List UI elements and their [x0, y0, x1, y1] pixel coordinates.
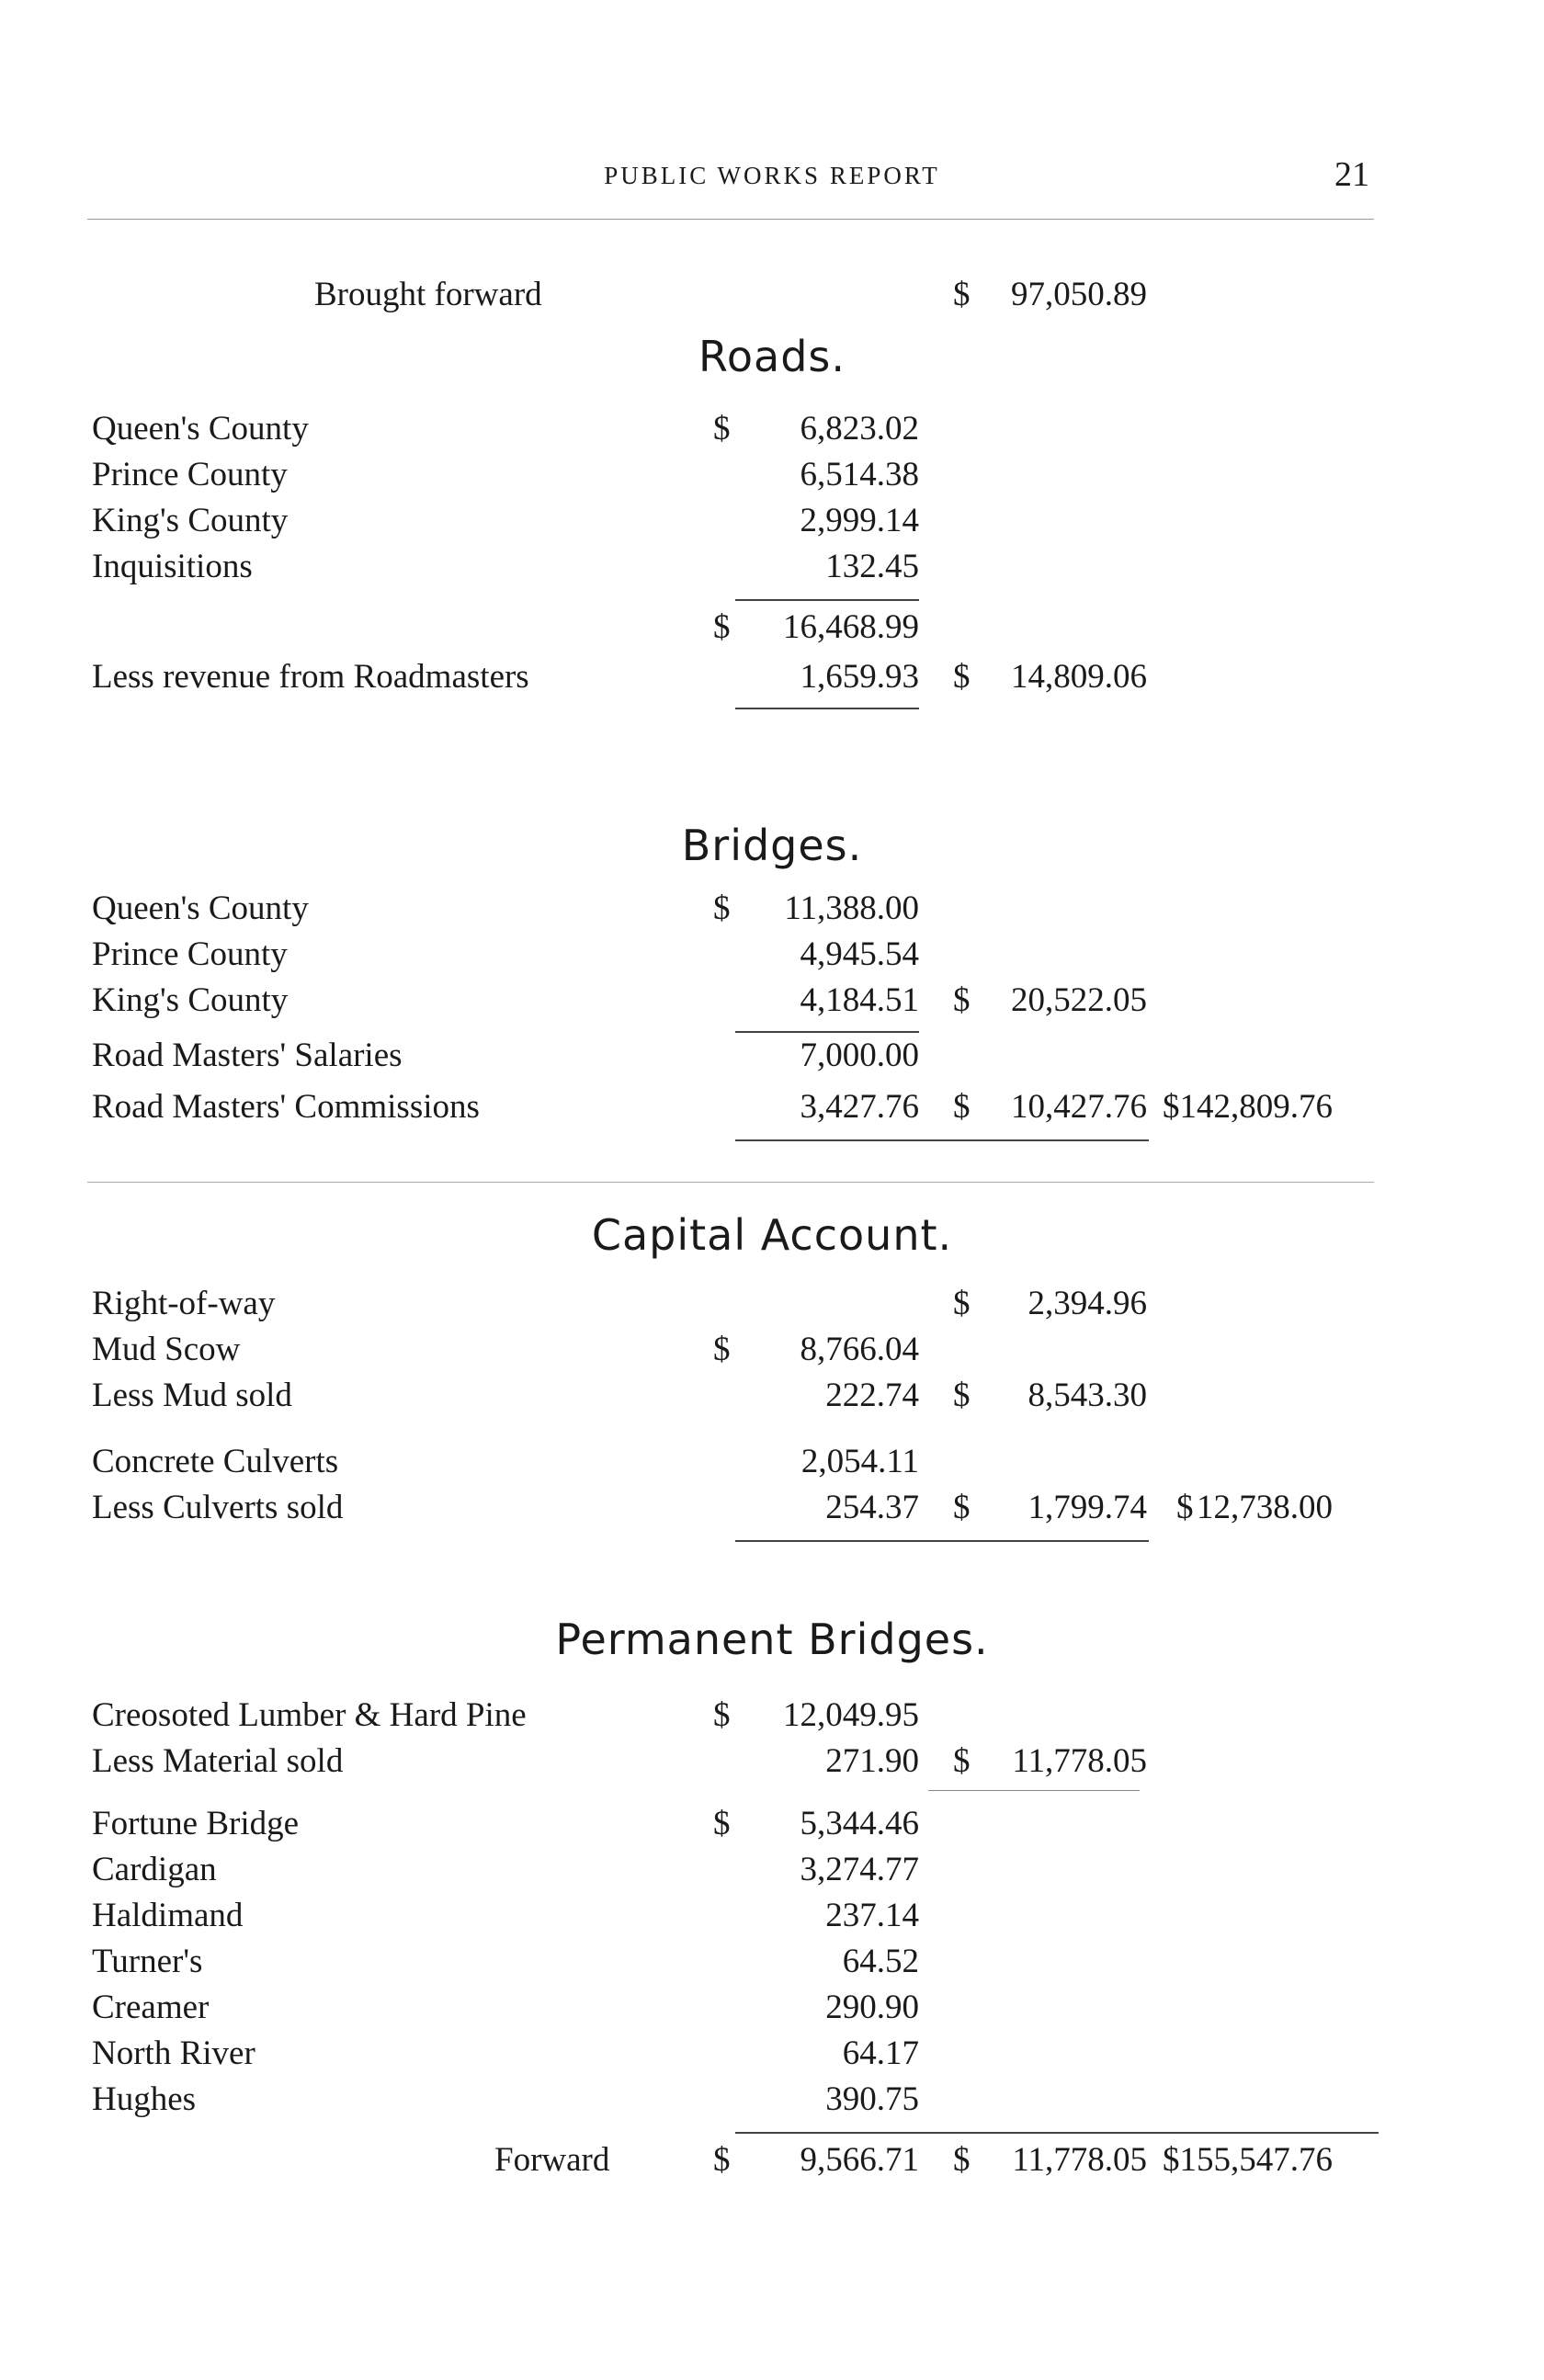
brought-forward-label: Brought forward [314, 276, 542, 313]
capital-row [0, 1485, 1544, 1531]
sum-rule [735, 1540, 1149, 1542]
capital-row [0, 1373, 1544, 1419]
bridges-row [0, 932, 1544, 978]
currency-sign: $ [713, 608, 731, 646]
roads-row [0, 498, 1544, 544]
row-amount: 12,049.95 [783, 1696, 919, 1734]
currency-sign: $ [713, 2141, 731, 2179]
sum-rule [735, 599, 919, 601]
brought-forward-row [0, 272, 1544, 318]
roads-row [0, 406, 1544, 452]
bridge-item-row [0, 2031, 1544, 2077]
currency-sign: $ [953, 1285, 971, 1322]
roads-row [0, 544, 1544, 590]
row-amount: 4,945.54 [800, 935, 919, 973]
roads-heading: Roads. [698, 332, 846, 381]
currency-sign: $ [953, 981, 971, 1019]
sum-rule [735, 2132, 1379, 2134]
row-amount: 3,427.76 [800, 1088, 919, 1126]
section-divider [87, 1182, 1374, 1183]
roads-net-total: 14,809.06 [1011, 658, 1147, 696]
capital-row [0, 1439, 1544, 1485]
sum-rule [735, 708, 919, 709]
row-amount: 254.37 [825, 1489, 919, 1526]
row-label: Queen's County [92, 410, 309, 448]
sum-rule [735, 1139, 1149, 1141]
row-label: Less Culverts sold [92, 1489, 344, 1526]
bridge-item-row [0, 2077, 1544, 2123]
currency-sign: $ [953, 2141, 971, 2179]
roads-subtotal: 16,468.99 [783, 608, 919, 646]
currency-sign: $ [953, 1489, 971, 1526]
row-label: Right-of-way [92, 1285, 276, 1322]
running-title: PUBLIC WORKS REPORT [604, 162, 940, 189]
row-amount: 237.14 [825, 1897, 919, 1934]
forward-amount: 9,566.71 [800, 2141, 919, 2179]
bridges-row [0, 978, 1544, 1024]
bridge-item-row [0, 1939, 1544, 1985]
row-label: Mud Scow [92, 1331, 241, 1368]
row-label: Turner's [92, 1943, 203, 1980]
roads-less-row [0, 654, 1544, 700]
page-header [0, 154, 1544, 200]
row-label: Road Masters' Commissions [92, 1088, 480, 1126]
capital-total: 12,738.00 [1197, 1489, 1333, 1526]
permanent-row [0, 1739, 1544, 1785]
row-label: North River [92, 2034, 255, 2072]
row-amount: 2,394.96 [1027, 1285, 1147, 1322]
row-label: Cardigan [92, 1851, 217, 1888]
currency-sign: $ [953, 1742, 971, 1780]
forward-grand-total: $155,547.76 [1163, 2141, 1333, 2179]
currency-sign: $ [713, 890, 731, 927]
row-label: Less revenue from Roadmasters [92, 658, 529, 696]
row-amount: 290.90 [825, 1989, 919, 2026]
row-amount: 11,388.00 [784, 890, 919, 927]
row-amount: 64.52 [842, 1943, 919, 1980]
bridge-item-row [0, 1893, 1544, 1939]
row-label: Prince County [92, 456, 288, 493]
row-amount: 222.74 [825, 1377, 919, 1414]
row-label: Creosoted Lumber & Hard Pine [92, 1696, 527, 1734]
capital-heading: Capital Account. [591, 1210, 953, 1260]
bridge-item-row [0, 1801, 1544, 1847]
row-amount: 64.17 [842, 2034, 919, 2072]
bridges-row [0, 886, 1544, 932]
row-amount: 5,344.46 [800, 1805, 919, 1842]
forward-label: Forward [494, 2141, 610, 2179]
row-amount: 7,000.00 [800, 1037, 919, 1074]
row-label: Less Material sold [92, 1742, 344, 1780]
bridges-heading: Bridges. [681, 821, 863, 870]
forward-row [0, 2137, 1544, 2183]
currency-sign: $ [953, 1377, 971, 1414]
capital-row [0, 1327, 1544, 1373]
row-label: Less Mud sold [92, 1377, 292, 1414]
page-number: 21 [1334, 155, 1369, 194]
sum-rule [928, 1790, 1140, 1791]
row-label: King's County [92, 981, 289, 1019]
row-amount: 2,999.14 [800, 502, 919, 539]
roads-subtotal-row [0, 605, 1544, 651]
currency-sign: $ [713, 1805, 731, 1842]
currency-sign: $ [953, 276, 971, 313]
row-amount: 271.90 [825, 1742, 919, 1780]
row-label: Haldimand [92, 1897, 244, 1934]
row-amount: 1,659.93 [800, 658, 919, 696]
brought-forward-amount: 97,050.89 [1011, 276, 1147, 313]
roads-row [0, 452, 1544, 498]
row-amount: 132.45 [825, 548, 919, 585]
permanent-row [0, 1693, 1544, 1739]
currency-sign: $ [953, 1088, 971, 1126]
forward-net: 11,778.05 [1012, 2141, 1147, 2179]
currency-sign: $ [1176, 1489, 1194, 1526]
road-masters-row [0, 1033, 1544, 1079]
row-net: 1,799.74 [1027, 1489, 1147, 1526]
row-label: Inquisitions [92, 548, 253, 585]
row-amount: 2,054.11 [800, 1443, 919, 1480]
row-amount: 4,184.51 [800, 981, 919, 1019]
row-label: King's County [92, 502, 289, 539]
row-label: Creamer [92, 1989, 210, 2026]
row-label: Fortune Bridge [92, 1805, 300, 1842]
currency-sign: $ [953, 658, 971, 696]
row-label: Hughes [92, 2080, 197, 2118]
road-masters-total: 10,427.76 [1011, 1088, 1147, 1126]
row-amount: 8,766.04 [800, 1331, 919, 1368]
row-net: 11,778.05 [1012, 1742, 1147, 1780]
bridge-item-row [0, 1985, 1544, 2031]
currency-sign: $ [713, 1331, 731, 1368]
row-amount: 390.75 [825, 2080, 919, 2118]
bridge-item-row [0, 1847, 1544, 1893]
currency-sign: $ [713, 410, 731, 448]
capital-row [0, 1281, 1544, 1327]
bridges-total: 20,522.05 [1011, 981, 1147, 1019]
row-label: Queen's County [92, 890, 309, 927]
row-amount: 6,823.02 [800, 410, 919, 448]
permanent-bridges-heading: Permanent Bridges. [555, 1615, 989, 1664]
row-label: Road Masters' Salaries [92, 1037, 403, 1074]
road-masters-row [0, 1084, 1544, 1130]
currency-sign: $ [713, 1696, 731, 1734]
row-net: 8,543.30 [1027, 1377, 1147, 1414]
row-amount: 3,274.77 [800, 1851, 919, 1888]
row-label: Concrete Culverts [92, 1443, 339, 1480]
row-amount: 6,514.38 [800, 456, 919, 493]
header-rule [87, 219, 1374, 220]
grand-total: $142,809.76 [1163, 1088, 1333, 1126]
row-label: Prince County [92, 935, 288, 973]
